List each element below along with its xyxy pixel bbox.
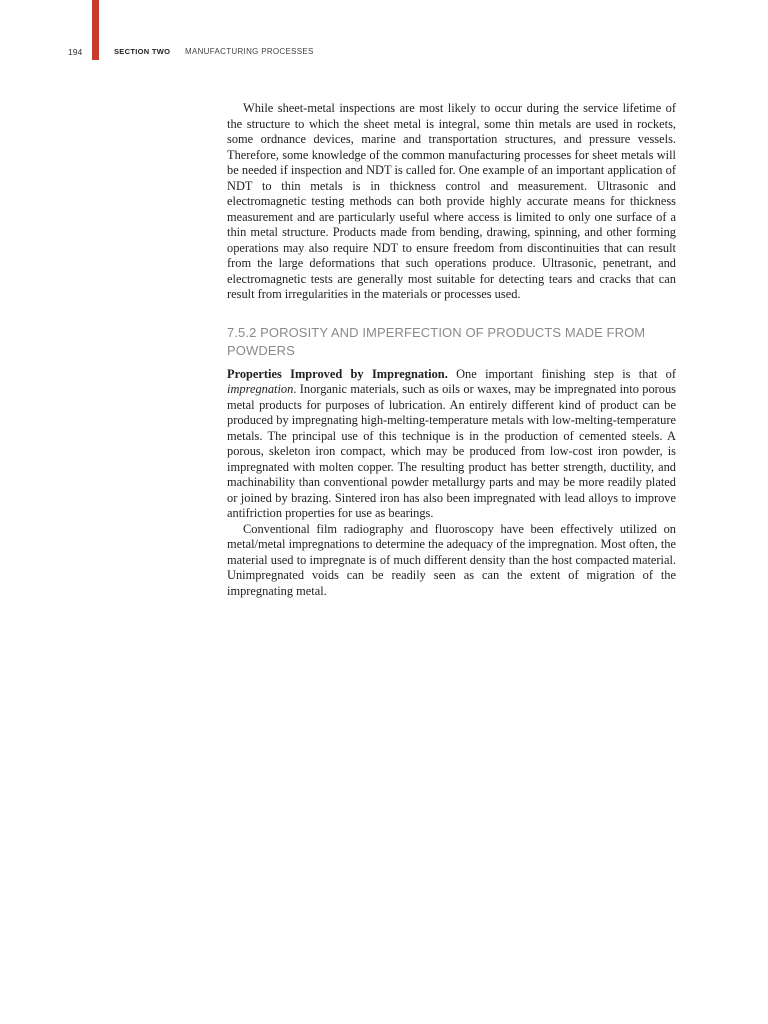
- paragraph-text: . Inorganic materials, such as oils or waxes, may be impregnated into porous metal products for purposes of lubrication. An entirely different kind of product can be produced by impregnating high-melting-temperature metals with low-melting-temperature metals. The principal use of this technique is in the production of cemented steels. A porous, skeleton iron compact, which may be produced from low-cost iron powder, is impregnated with molten copper. The resulting product has better strength, ductility, and machinability than conventional powder metallurgy parts and may be more readily plated or joined by brazing. Sintered iron has also been impregnated with lead alloys to improve antifriction properties for use as bearings.: [227, 382, 676, 520]
- body-content: [227, 101, 676, 599]
- radiography-paragraph: Conventional film radiography and fluoroscopy have been effectively utilized on metal/metal impregnations to determine the adequacy of the impregnation. Most often, the material used to impregnate is of much different density than the host compacted material. Unimpregnated voids can be readily seen as can the extent of migration of the impregnating metal.: [227, 521, 676, 598]
- paragraph-text: One important finishing step is that of: [447, 366, 677, 381]
- page-number: 194: [68, 47, 83, 57]
- run-in-heading: Properties Improved by Impregnation.: [227, 366, 448, 381]
- italic-term: impregnation: [227, 382, 294, 396]
- subsection-heading: 7.5.2 POROSITY AND IMPERFECTION OF PRODUCTS MADE FROM POWDERS: [227, 324, 646, 358]
- intro-paragraph: While sheet-metal inspections are most likely to occur during the service lifetime of the structure to which the sheet metal is integral, some thin metals are used in rockets, some ordnance devices, marine and transportation structures, and pressure vessels. Therefore, some knowledge of the common manufacturing processes for sheet metals will be needed if inspection and NDT is called for. One example of an important application of NDT to thin metals is in thickness control and measurement. Ultrasonic and electromagnetic testing methods can both provide highly accurate means for thickness measurement and are particularly useful where access is limited to only one surface of a thin metal structure. Products made from bending, drawing, spinning, and other forming operations may also require NDT to ensure freedom from discontinuities that can result from the large deformations that such operations produce. Ultrasonic, penetrant, and electromagnetic tests are generally most suitable for detecting tears and cracks that can result from irregularities in the materials or processes used.: [227, 101, 676, 301]
- section-title: MANUFACTURING PROCESSES: [185, 47, 314, 56]
- running-header: [0, 46, 768, 60]
- section-label: SECTION TWO: [114, 47, 171, 56]
- impregnation-paragraph: [227, 367, 676, 522]
